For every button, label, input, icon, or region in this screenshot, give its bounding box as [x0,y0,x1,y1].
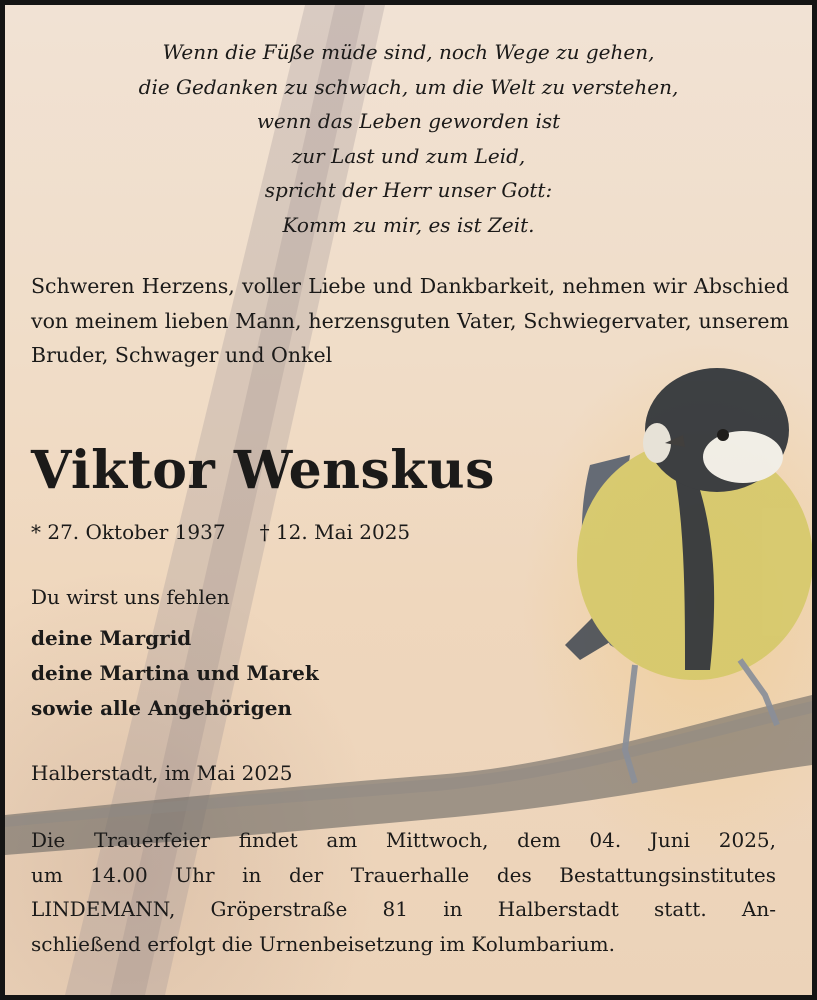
birth-date: * 27. Oktober 1937 [31,520,226,544]
bird-eye [717,429,729,441]
poem [5,35,812,242]
poem-line: die Gedanken zu schwach, um die Welt zu verstehen, [138,74,679,99]
intro-text: Schweren Herzens, voller Liebe und Dankbarkeit, nehmen wir Abschied von meinem lieben Mann, herzensguten Vater, Schwiegervater, unserem Bruder, Schwager und Onkel [31,274,789,367]
farewell-text: Du wirst uns fehlen [31,585,230,609]
service-line: schließend erfolgt die Urnenbeisetzung im Kolumbarium. [31,931,615,956]
poem-line: Komm zu mir, es ist Zeit. [282,212,535,237]
mourner: deine Martina und Marek [31,661,319,685]
place-date: Halberstadt, im Mai 2025 [31,761,293,785]
bird-cheek [703,431,783,483]
poem-line: spricht der Herr unser Gott: [264,178,553,202]
poem-line: Wenn die Füße müde sind, noch Wege zu gehen, [162,40,655,64]
bird-illustration [565,368,812,783]
mourner: deine Margrid [31,626,192,650]
service-line: um 14.00 Uhr in der Trauerhalle des Bestattungsinstitutes [31,862,776,887]
poem-line: zur Last und zum Leid, [291,143,526,168]
life-dates [31,517,410,547]
funeral-service-info [31,823,776,961]
service-line: Die Trauerfeier findet am Mittwoch, dem 04. Juni 2025, [31,828,776,852]
deceased-name: Viktor Wenskus [31,440,495,501]
death-date: † 12. Mai 2025 [259,520,411,544]
mourners-list [31,621,319,726]
mourner: sowie alle Angehörigen [31,696,292,720]
poem-line: wenn das Leben geworden ist [256,109,561,133]
service-line: LINDEMANN, Gröperstraße 81 in Halberstadt statt. An- [31,897,776,921]
